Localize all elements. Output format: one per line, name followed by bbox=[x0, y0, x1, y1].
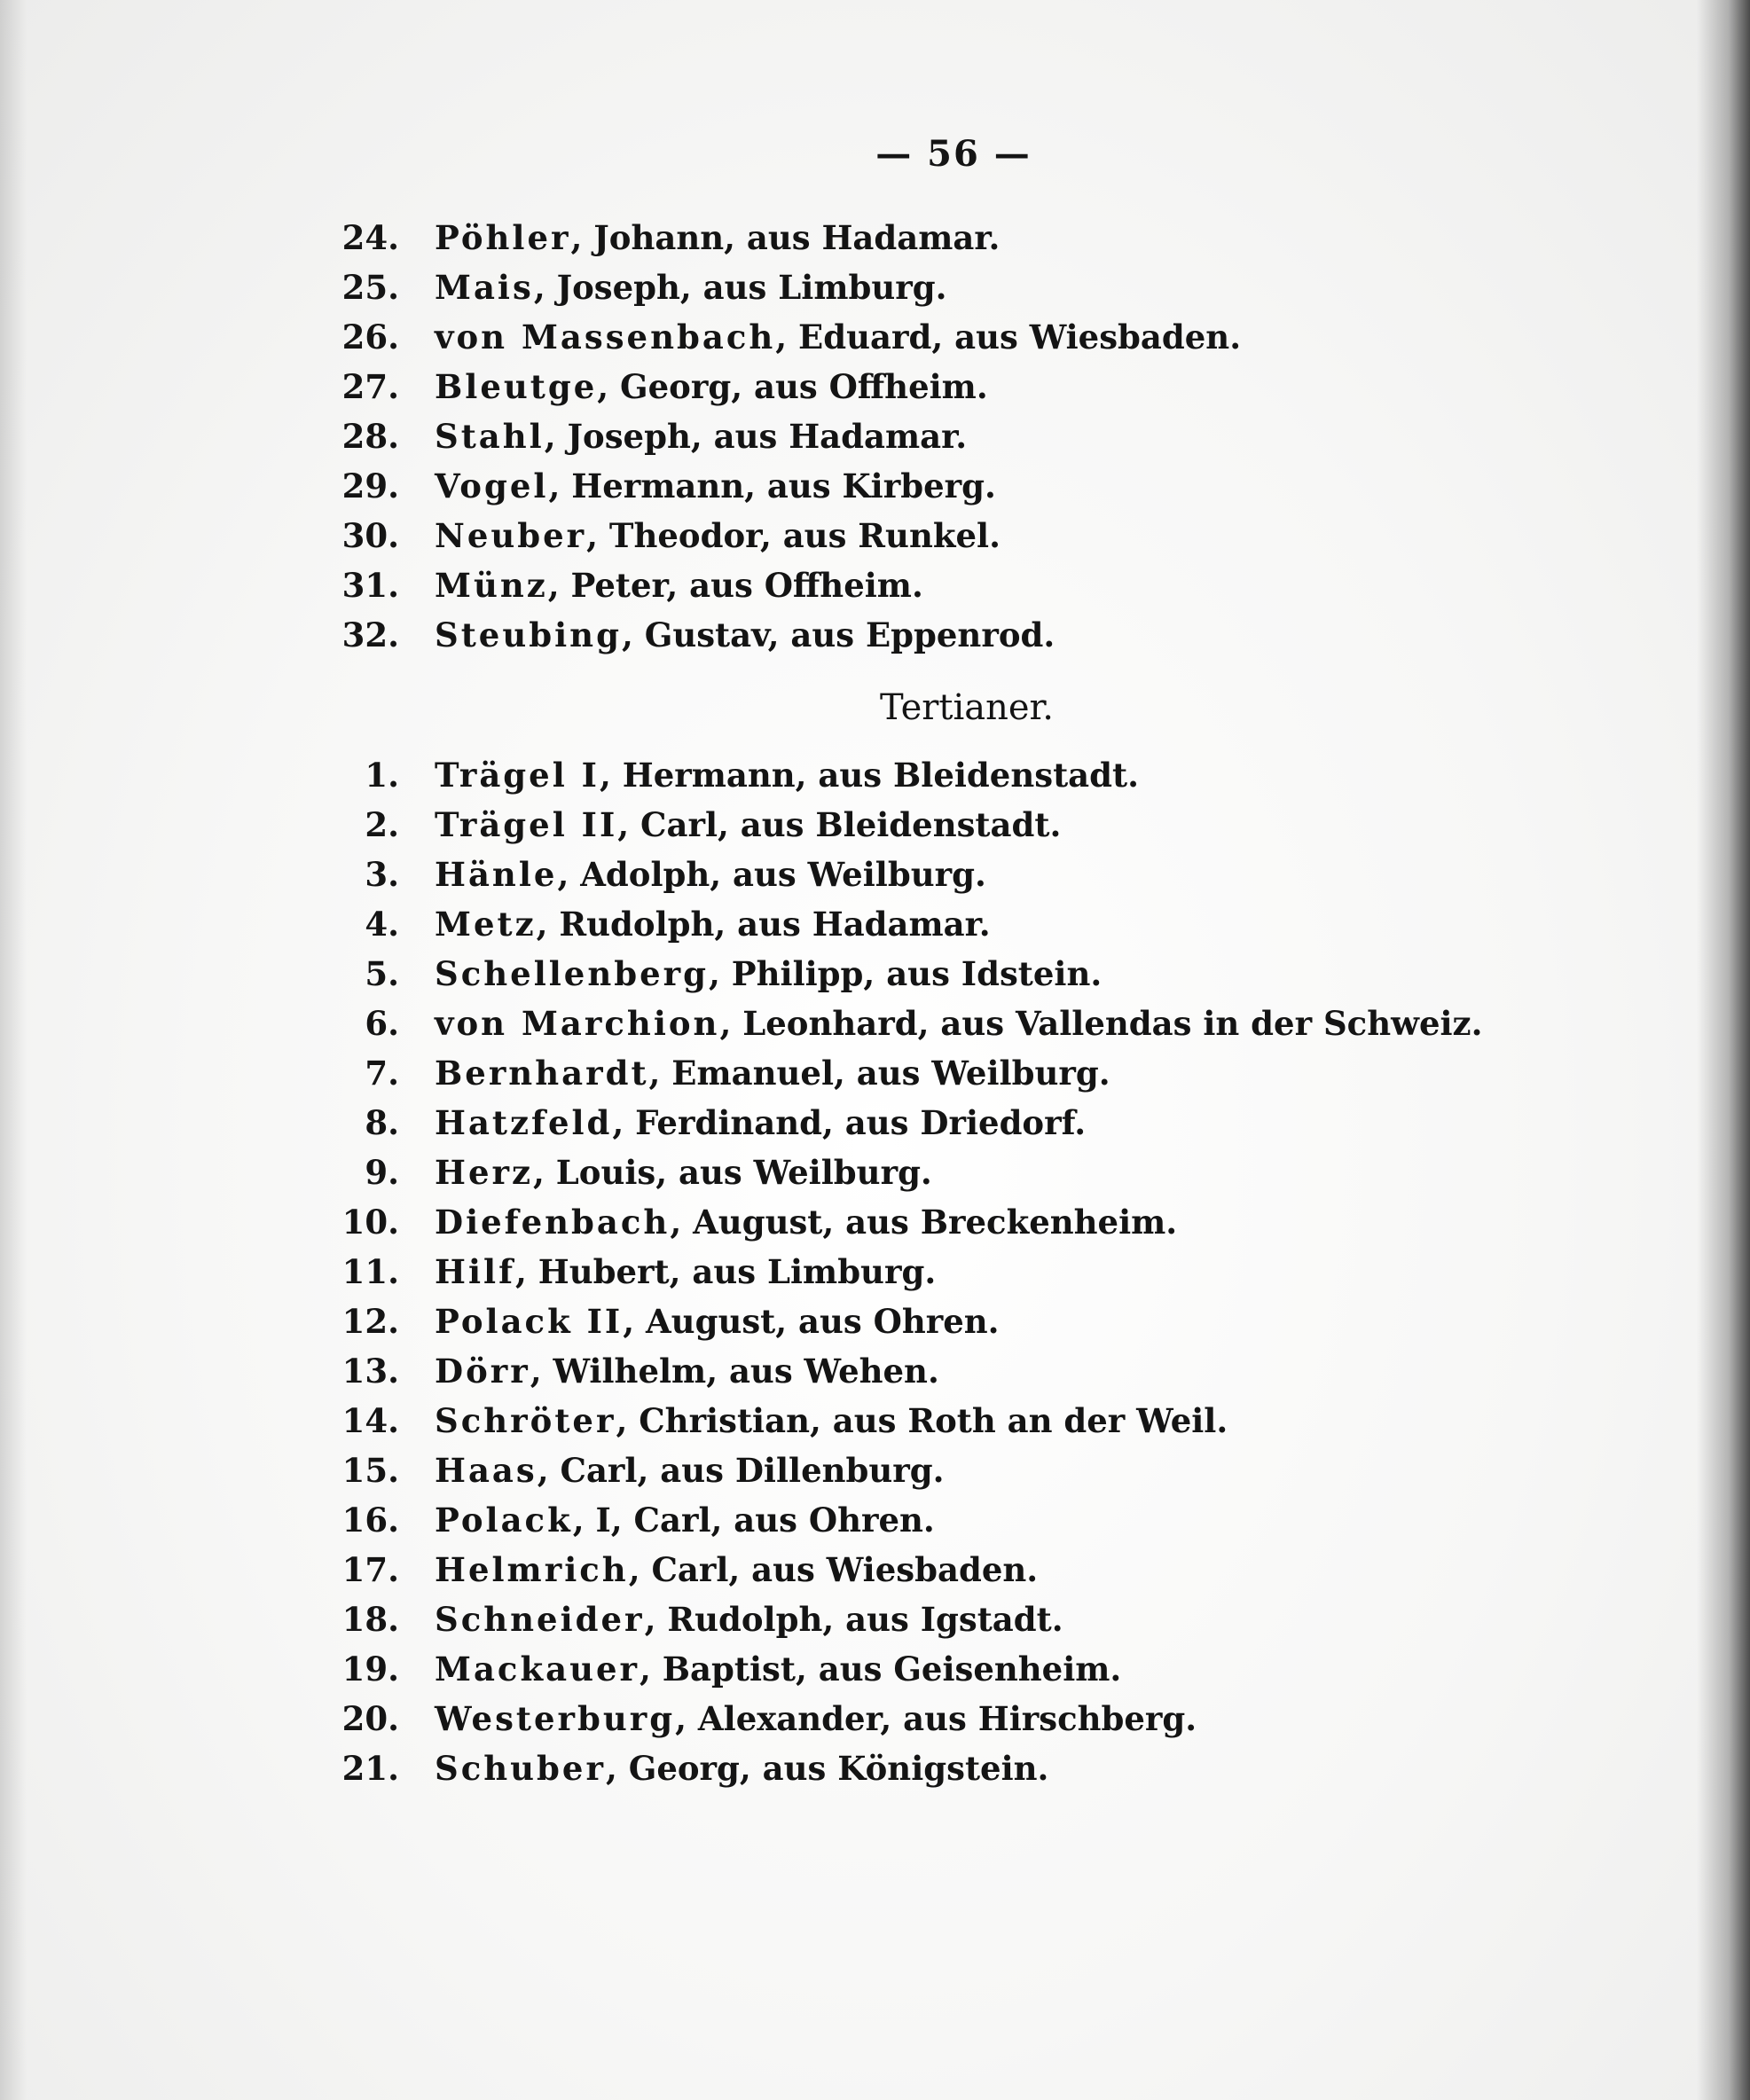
entry-surname: von Marchion bbox=[435, 1004, 720, 1043]
entry-number: 13. bbox=[341, 1352, 399, 1391]
entry-details: , Hermann, aus Kirberg. bbox=[548, 466, 996, 505]
entry-details: , Hubert, aus Limburg. bbox=[515, 1252, 937, 1291]
list-item bbox=[302, 1346, 939, 1396]
entry-surname: Westerburg bbox=[435, 1699, 676, 1738]
entry-surname: Vogel bbox=[435, 466, 549, 505]
entry-number: 14. bbox=[341, 1401, 399, 1440]
entry-surname: Diefenbach bbox=[435, 1203, 671, 1242]
list-item bbox=[302, 1197, 1177, 1247]
entry-details: , Joseph, aus Limburg. bbox=[533, 268, 947, 307]
entry-details: , Georg, aus Offheim. bbox=[597, 367, 988, 406]
entry-surname: Haas bbox=[435, 1451, 538, 1490]
entry-number: 20. bbox=[341, 1699, 399, 1738]
entry-details: , Carl, aus Bleidenstadt. bbox=[617, 805, 1062, 844]
entry-details: , Hermann, aus Bleidenstadt. bbox=[599, 756, 1139, 795]
list-item bbox=[302, 461, 996, 511]
section-heading: Tertianer. bbox=[880, 687, 1054, 728]
entry-surname: Polack II bbox=[435, 1302, 624, 1341]
entry-surname: Hänle bbox=[435, 855, 558, 894]
entry-number: 32. bbox=[341, 615, 399, 654]
entry-surname: Trägel II bbox=[435, 805, 618, 844]
entry-surname: von Massenbach bbox=[435, 317, 776, 357]
entry-number: 19. bbox=[341, 1649, 399, 1689]
entry-number: 7. bbox=[365, 1054, 399, 1093]
page-number: — 56 — bbox=[875, 133, 1032, 175]
list-item bbox=[302, 411, 967, 461]
entry-surname: Schröter bbox=[435, 1401, 616, 1440]
entry-surname: Mais bbox=[435, 268, 534, 307]
list-item bbox=[302, 999, 1482, 1048]
list-item bbox=[302, 1446, 945, 1495]
list-item bbox=[302, 312, 1241, 362]
entry-details: , Joseph, aus Hadamar. bbox=[544, 417, 968, 456]
list-item bbox=[302, 610, 1055, 660]
entry-surname: Schuber bbox=[435, 1749, 606, 1788]
list-item bbox=[302, 949, 1102, 999]
list-item bbox=[302, 262, 947, 312]
entry-number: 25. bbox=[341, 268, 399, 307]
entry-details: , Gustav, aus Eppenrod. bbox=[621, 615, 1055, 654]
entry-surname: Neuber bbox=[435, 516, 587, 555]
list-item bbox=[302, 750, 1139, 800]
list-item bbox=[302, 1595, 1063, 1644]
entry-surname: Bernhardt bbox=[435, 1054, 649, 1093]
entry-surname: Pöhler bbox=[435, 218, 571, 257]
entry-details: , Eduard, aus Wiesbaden. bbox=[775, 317, 1242, 357]
entry-surname: Metz bbox=[435, 905, 537, 944]
entry-details: , Philipp, aus Idstein. bbox=[709, 954, 1103, 993]
entry-surname: Steubing bbox=[435, 615, 622, 654]
entry-number: 30. bbox=[341, 516, 399, 555]
list-item bbox=[302, 1148, 932, 1197]
list-item bbox=[302, 850, 986, 899]
entry-number: 31. bbox=[341, 566, 399, 605]
entry-details: , Alexander, aus Hirschberg. bbox=[675, 1699, 1197, 1738]
entry-surname: Hatzfeld bbox=[435, 1103, 613, 1142]
entry-details: , Carl, aus Wiesbaden. bbox=[628, 1550, 1039, 1589]
list-item bbox=[302, 899, 991, 949]
list-item bbox=[302, 213, 1000, 262]
entry-number: 2. bbox=[365, 805, 399, 844]
entry-surname: Trägel I bbox=[435, 756, 600, 795]
list-item bbox=[302, 1545, 1038, 1595]
entry-surname: Schneider bbox=[435, 1600, 645, 1639]
entry-surname: Polack bbox=[435, 1501, 573, 1540]
entry-surname: Schellenberg bbox=[435, 954, 710, 993]
entry-number: 4. bbox=[365, 905, 399, 944]
entry-surname: Münz bbox=[435, 566, 548, 605]
entry-details: , Johann, aus Hadamar. bbox=[570, 218, 1001, 257]
entry-details: , Wilhelm, aus Wehen. bbox=[530, 1352, 939, 1391]
entry-details: , Adolph, aus Weilburg. bbox=[557, 855, 986, 894]
entry-number: 26. bbox=[341, 317, 399, 357]
list-item bbox=[302, 1644, 1121, 1694]
entry-details: , Theodor, aus Runkel. bbox=[586, 516, 1001, 555]
list-item bbox=[302, 560, 923, 610]
entry-surname: Hilf bbox=[435, 1252, 515, 1291]
list-item bbox=[302, 511, 1001, 560]
entry-number: 24. bbox=[341, 218, 399, 257]
entry-number: 17. bbox=[341, 1550, 399, 1589]
entry-surname: Bleutge bbox=[435, 367, 598, 406]
entry-number: 1. bbox=[365, 756, 399, 795]
entry-surname: Dörr bbox=[435, 1352, 530, 1391]
entry-details: , Baptist, aus Geisenheim. bbox=[640, 1649, 1122, 1689]
entry-surname: Stahl bbox=[435, 417, 545, 456]
page-gutter-shadow bbox=[1697, 0, 1750, 2100]
entry-number: 18. bbox=[341, 1600, 399, 1639]
entry-number: 29. bbox=[341, 466, 399, 505]
list-item bbox=[302, 1495, 935, 1545]
entry-details: , Leonhard, aus Vallendas in der Schweiz. bbox=[719, 1004, 1483, 1043]
entry-details: , I, Carl, aus Ohren. bbox=[572, 1501, 935, 1540]
entry-number: 16. bbox=[341, 1501, 399, 1540]
list-item bbox=[302, 1694, 1197, 1743]
entry-number: 12. bbox=[341, 1302, 399, 1341]
list-item bbox=[302, 1743, 1048, 1793]
entry-surname: Herz bbox=[435, 1153, 534, 1192]
entry-details: , Louis, aus Weilburg. bbox=[533, 1153, 932, 1192]
entry-details: , August, aus Breckenheim. bbox=[670, 1203, 1178, 1242]
entry-number: 28. bbox=[341, 417, 399, 456]
list-item bbox=[302, 1396, 1228, 1446]
entry-details: , Emanuel, aus Weilburg. bbox=[648, 1054, 1110, 1093]
entry-details: , Rudolph, aus Hadamar. bbox=[536, 905, 991, 944]
entry-details: , Christian, aus Roth an der Weil. bbox=[616, 1401, 1228, 1440]
entry-details: , Ferdinand, aus Driedorf. bbox=[612, 1103, 1087, 1142]
entry-number: 3. bbox=[365, 855, 399, 894]
entry-number: 11. bbox=[341, 1252, 399, 1291]
entry-number: 6. bbox=[365, 1004, 399, 1043]
list-item bbox=[302, 1048, 1110, 1098]
entry-number: 21. bbox=[341, 1749, 399, 1788]
list-item bbox=[302, 1297, 1000, 1346]
entry-number: 8. bbox=[365, 1103, 399, 1142]
page-left-shadow bbox=[0, 0, 27, 2100]
entry-surname: Mackauer bbox=[435, 1649, 640, 1689]
entry-details: , Peter, aus Offheim. bbox=[547, 566, 923, 605]
entry-details: , Georg, aus Königstein. bbox=[605, 1749, 1049, 1788]
list-item bbox=[302, 1247, 936, 1297]
entry-details: , Rudolph, aus Igstadt. bbox=[644, 1600, 1063, 1639]
entry-number: 9. bbox=[365, 1153, 399, 1192]
entry-details: , August, aus Ohren. bbox=[623, 1302, 1000, 1341]
entry-number: 10. bbox=[341, 1203, 399, 1242]
entry-number: 15. bbox=[341, 1451, 399, 1490]
entry-surname: Helmrich bbox=[435, 1550, 629, 1589]
list-item bbox=[302, 1098, 1086, 1148]
list-item bbox=[302, 800, 1061, 850]
entry-number: 27. bbox=[341, 367, 399, 406]
entry-number: 5. bbox=[365, 954, 399, 993]
list-item bbox=[302, 362, 988, 411]
entry-details: , Carl, aus Dillenburg. bbox=[537, 1451, 945, 1490]
